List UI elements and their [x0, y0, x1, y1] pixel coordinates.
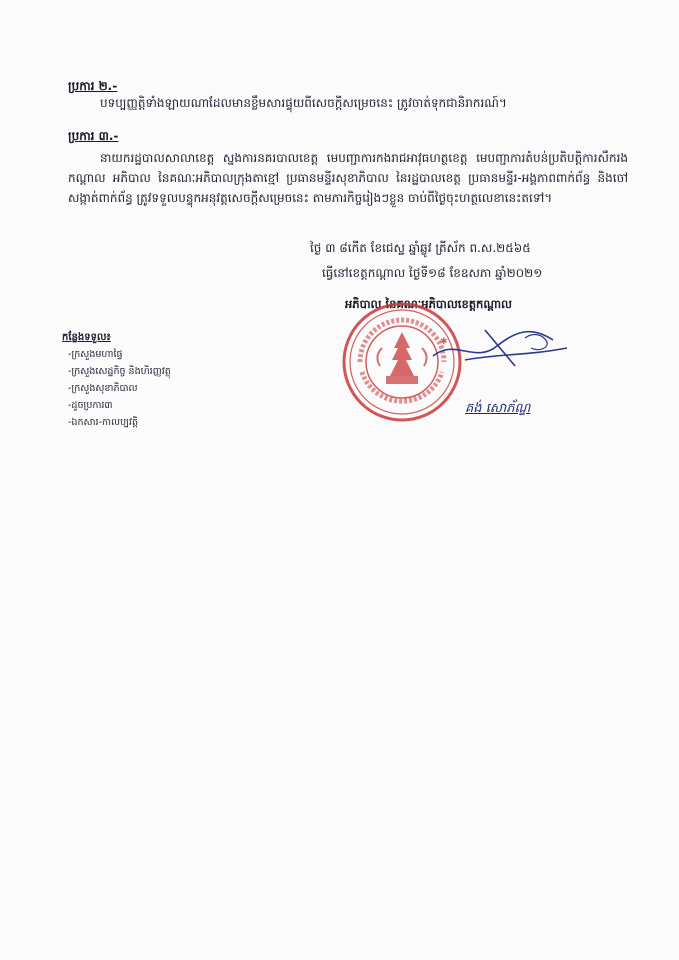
article-2-text: បទប្បញ្ញត្តិទាំងឡាយណាដែលមានខ្លឹមសារផ្ទុយពីសេចក្តីសម្រេចនេះ ត្រូវចាត់ទុកជានិរាករណ៍។ — [100, 96, 507, 110]
signer-name: គង់ សោភ័ណ្ឌ — [465, 401, 531, 416]
lunar-date: ថ្ងៃ ៣ ៨កើត ខែជេស្ឋ ឆ្នាំឆ្លូវ ត្រីស័ក ព.ស.២៥៦៥ — [310, 241, 531, 255]
recipient-item: -ដូចប្រការ៣ — [68, 400, 113, 411]
article-2-label: ប្រការ ២.- — [68, 79, 118, 93]
recipient-item: -ឯកសារ-កាលប្បវត្តិ — [68, 417, 138, 428]
recipient-item: -ក្រសួងមហាផ្ទៃ — [68, 349, 123, 360]
recipient-item: -ក្រសួងសុខាភិបាល — [68, 383, 138, 394]
solar-date: ធ្វើនៅខេត្តកណ្តាល ថ្ងៃទី១៨ ខែឧសភា ឆ្នាំ២០២១ — [322, 266, 543, 280]
recipients-list — [68, 346, 171, 431]
recipients-heading: កន្លែងទទួល៖ — [62, 332, 111, 343]
article-3-text: នាយករដ្ឋបាលសាលាខេត្ត ស្នងការនគរបាលខេត្ត មេបញ្ជាការកងរាជអាវុធហត្ថខេត្ត មេបញ្ជាការតំបន់ប្រតិបត្តិការសឹករងកណ្តាល អភិបាល នៃគណៈអភិបាលក្រុងតាខ្មៅ ប្រធានមន្ទីរសុខាភិបាល នៃរដ្ឋបាលខេត្ត ប្រធានមន្ទីរ-អង្គភាពពាក់ព័ន្ធ និងចៅសង្កាត់ពាក់ព័ន្ធ ត្រូវទទួលបន្ទុកអនុវត្តសេចក្តីសម្រេចនេះ តាមភារកិច្ចរៀងៗខ្លួន ចាប់ពីថ្ងៃចុះហត្ថលេខានេះតទៅ។ — [68, 151, 628, 205]
article-3-label: ប្រការ ៣.- — [68, 129, 119, 143]
svg-text:✱: ✱ — [440, 337, 448, 347]
governor-title: អភិបាល នៃគណៈអភិបាលខេត្តកណ្តាល — [345, 297, 512, 311]
recipient-item: -ក្រសួងសេដ្ឋកិច្ច និងហិរញ្ញវត្ថុ — [68, 366, 171, 377]
handwritten-signature-icon — [425, 318, 575, 378]
